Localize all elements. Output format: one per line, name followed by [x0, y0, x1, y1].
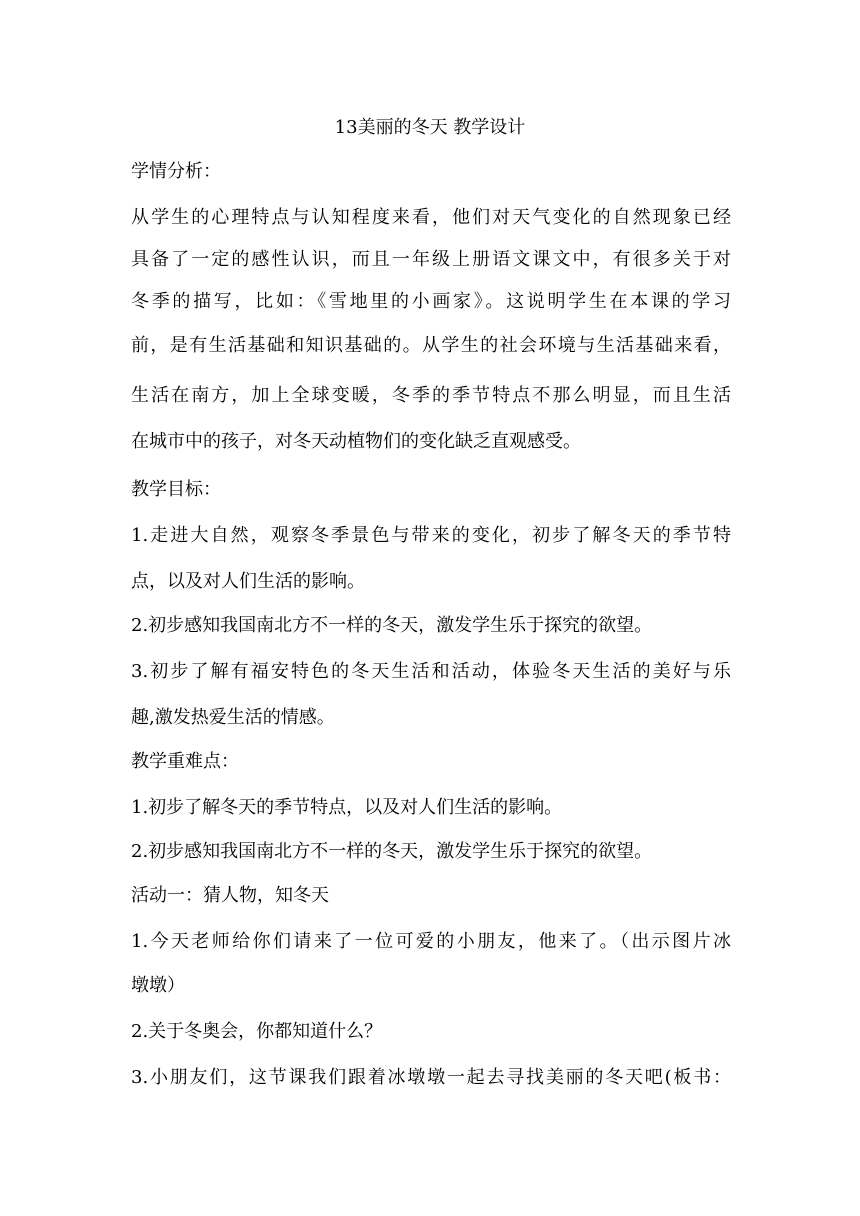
- list-item: 1.初步了解冬天的季节特点，以及对人们生活的影响。: [131, 797, 563, 818]
- section-heading-objectives: 教学目标：: [131, 479, 221, 500]
- paragraph-line: 前，是有生活基础和知识基础的。从学生的社会环境与生活基础来看，: [131, 335, 731, 356]
- list-item: 3.初步了解有福安特色的冬天生活和活动，体验冬天生活的美好与乐: [131, 661, 731, 682]
- paragraph-line: 从学生的心理特点与认知程度来看，他们对天气变化的自然现象已经: [131, 207, 731, 228]
- list-item-continuation: 墩墩）: [131, 975, 185, 996]
- list-item-continuation: 点，以及对人们生活的影响。: [131, 571, 365, 592]
- paragraph-line: 在城市中的孩子，对冬天动植物们的变化缺乏直观感受。: [131, 431, 581, 452]
- section-heading-activity-one: 活动一：猜人物，知冬天: [131, 885, 329, 906]
- section-heading-key-points: 教学重难点：: [131, 751, 239, 772]
- list-item-continuation: 趣,激发热爱生活的情感。: [131, 707, 335, 728]
- list-item: 1.今天老师给你们请来了一位可爱的小朋友，他来了。（出示图片冰: [131, 931, 731, 952]
- list-item: 1.走进大自然，观察冬季景色与带来的变化，初步了解冬天的季节特: [131, 525, 731, 546]
- paragraph-line: 具备了一定的感性认识，而且一年级上册语文课文中，有很多关于对: [131, 249, 731, 270]
- list-item: 2.初步感知我国南北方不一样的冬天，激发学生乐于探究的欲望。: [131, 841, 653, 862]
- section-heading-student-analysis: 学情分析：: [131, 161, 221, 182]
- paragraph-line: 冬季的描写，比如：《雪地里的小画家》。这说明学生在本课的学习: [131, 291, 731, 312]
- list-item: 2.初步感知我国南北方不一样的冬天，激发学生乐于探究的欲望。: [131, 615, 653, 636]
- paragraph-line: 生活在南方，加上全球变暖，冬季的季节特点不那么明显，而且生活: [131, 385, 731, 406]
- list-item: 3.小朋友们，这节课我们跟着冰墩墩一起去寻找美丽的冬天吧(板书：: [131, 1067, 731, 1088]
- list-item: 2.关于冬奥会，你都知道什么？: [131, 1021, 383, 1042]
- document-title: 13美丽的冬天 教学设计: [334, 117, 526, 138]
